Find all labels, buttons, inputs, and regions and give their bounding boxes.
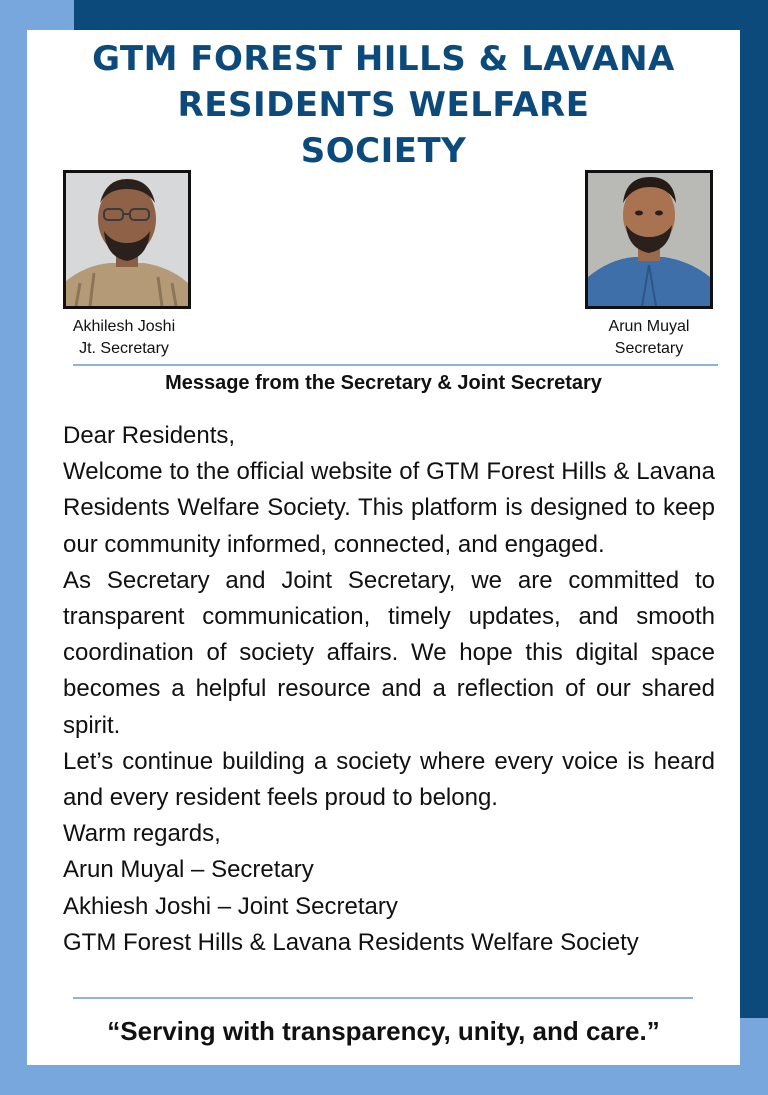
message-body <box>63 418 715 961</box>
title-line: GTM FOREST HILLS & LAVANA <box>92 39 675 79</box>
signature-line: Akhiesh Joshi – Joint Secretary <box>63 892 398 920</box>
divider-top <box>73 364 718 366</box>
tagline: “Serving with transparency, unity, and care.” <box>107 1016 660 1046</box>
official-role: Secretary <box>614 340 684 357</box>
message-paragraph: Welcome to the official website of GTM Forest Hills & Lavana Residents Welfare Society. This platform is designed to keep our community informed, connected, and engaged. <box>63 458 715 558</box>
signature-line: Arun Muyal – Secretary <box>63 856 314 884</box>
message-heading: Message from the Secretary & Joint Secretary <box>165 372 602 394</box>
official-role: Jt. Secretary <box>79 340 169 357</box>
title-line: SOCIETY <box>300 131 467 171</box>
greeting: Dear Residents, <box>63 422 236 449</box>
official-name: Akhilesh Joshi <box>72 318 176 335</box>
closing: Warm regards, <box>63 820 221 848</box>
divider-bottom <box>73 997 693 999</box>
message-paragraph: Let’s continue building a society where every voice is heard and every resident feels proud to belong. <box>63 747 715 812</box>
signature-line: GTM Forest Hills & Lavana Residents Welfare Society <box>63 928 639 956</box>
message-card <box>27 30 740 1065</box>
message-paragraph: As Secretary and Joint Secretary, we are committed to transparent communication, timely updates, and smooth coordination of society affairs. We hope this digital space becomes a helpful resource and a reflection of our shared spirit. <box>63 566 715 739</box>
portrait-akhilesh-joshi <box>63 170 191 309</box>
portrait-arun-muyal <box>585 170 713 309</box>
caption-akhilesh-joshi <box>49 316 199 360</box>
official-name: Arun Muyal <box>608 318 690 335</box>
title-line: RESIDENTS WELFARE <box>177 85 590 125</box>
page-title <box>27 36 740 174</box>
caption-arun-muyal <box>574 316 724 360</box>
